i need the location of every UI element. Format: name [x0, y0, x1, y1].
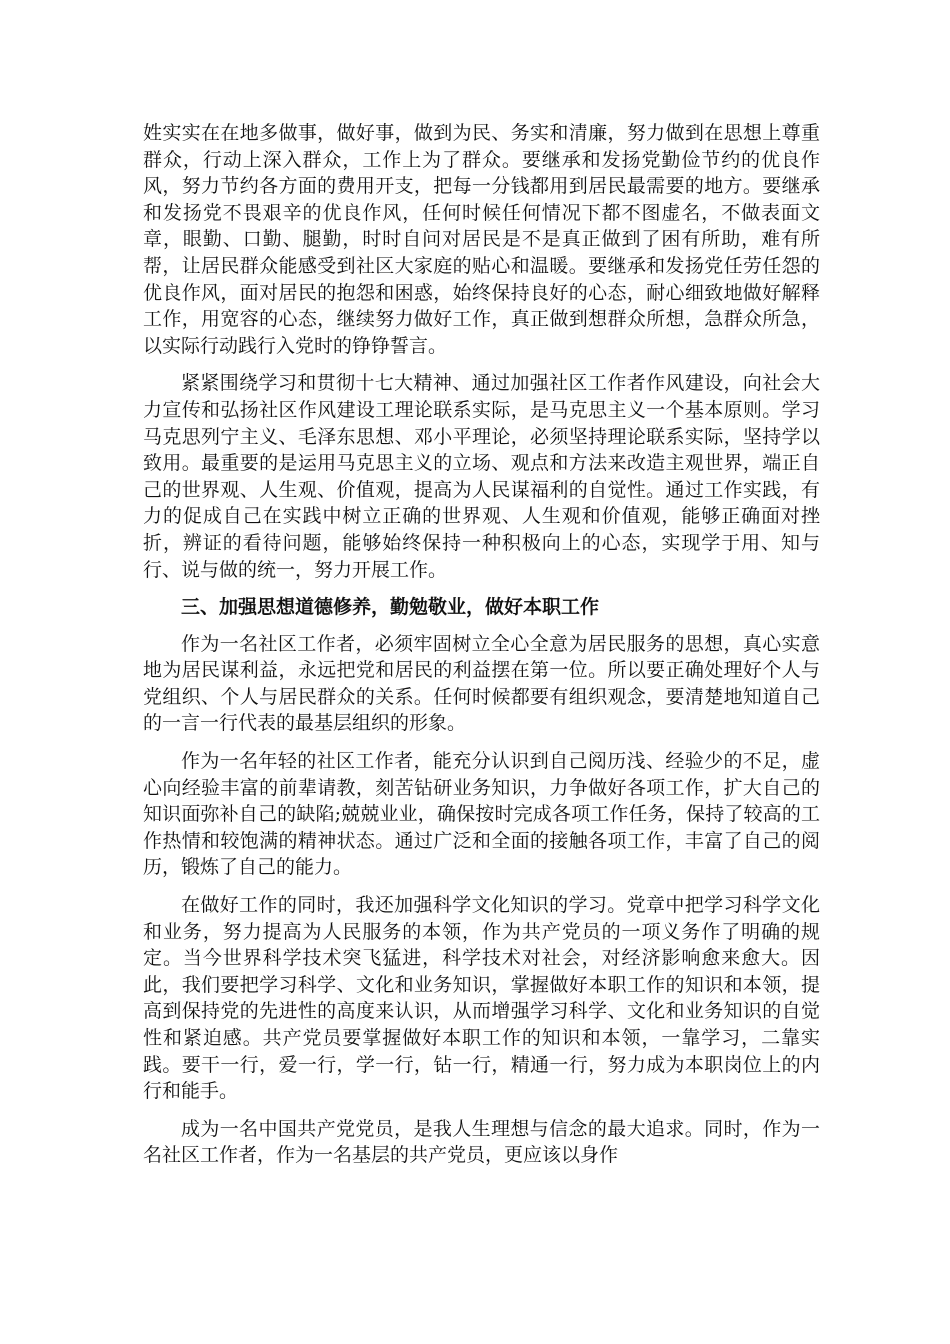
paragraph-party-member: 成为一名中国共产党党员，是我人生理想与信念的最大追求。同时，作为一名社区工作者，作为一名基层的共产党员，更应该以身作 [143, 1117, 820, 1167]
paragraph-learning: 在做好工作的同时，我还加强科学文化知识的学习。党章中把学习科学文化和业务，努力提高为人民服务的本领，作为共产党员的一项义务作了明确的规定。当今世界科学技术突飞猛进，科学技术对社会，对经济影响愈来愈大。因此，我们要把学习科学、文化和业务知识，掌握做好本职工作的知识和本领，提高到保持党的先进性的高度来认识，从而增强学习科学、文化和业务知识的自觉性和紧迫感。共产党员要掌握做好本职工作的知识和本领，一靠学习，二靠实践。要干一行，爱一行，学一行，钻一行，精通一行，努力成为本职岗位上的内行和能手。 [143, 894, 820, 1103]
paragraph-continued: 姓实实在在地多做事，做好事，做到为民、务实和清廉，努力做到在思想上尊重群众，行动上深入群众，工作上为了群众。要继承和发扬党勤俭节约的优良作风，努力节约各方面的费用开支，把每一分钱都用到居民最需要的地方。要继承和发扬党不畏艰辛的优良作风，任何时候任何情况下都不图虚名，不做表面文章，眼勤、口勤、腿勤，时时自问对居民是不是真正做到了困有所助，难有所帮，让居民群众能感受到社区大家庭的贴心和温暖。要继承和发扬党任劳任怨的优良作风，面对居民的抱怨和困惑，始终保持良好的心态，耐心细致地做好解释工作，用宽容的心态，继续努力做好工作，真正做到想群众所想，急群众所急，以实际行动践行入党时的铮铮誓言。 [143, 122, 820, 357]
section-heading: 三、加强思想道德修养，勤勉敬业，做好本职工作 [181, 596, 600, 619]
paragraph-theory-practice: 紧紧围绕学习和贯彻十七大精神、通过加强社区工作者作风建设，向社会大力宣传和弘扬社区作风建设工理论联系实际，是马克思主义一个基本原则。学习马克思列宁主义、毛泽东思想、邓小平理论，必须坚持理论联系实际，坚持学以致用。最重要的是运用马克思主义的立场、观点和方法来改造主观世界，端正自己的世界观、人生观、价值观，提高为人民谋福利的自觉性。通过工作实践，有力的促成自己在实践中树立正确的世界观、人生观和价值观，能够正确面对挫折，辨证的看待问题，能够始终保持一种积极向上的心态，实现学于用、知与行、说与做的统一，努力开展工作。 [143, 372, 820, 581]
paragraph-young-worker: 作为一名年轻的社区工作者，能充分认识到自己阅历浅、经验少的不足，虚心向经验丰富的前辈请教，刻苦钻研业务知识，力争做好各项工作，扩大自己的知识面弥补自己的缺陷;兢兢业业，确保按时完成各项工作任务，保持了较高的工作热情和较饱满的精神状态。通过广泛和全面的接触各项工作，丰富了自己的阅历，锻炼了自己的能力。 [143, 750, 820, 879]
paragraph-service-mindset: 作为一名社区工作者，必须牢固树立全心全意为居民服务的思想，真心实意地为居民谋利益，永远把党和居民的利益摆在第一位。所以要正确处理好个人与党组织、个人与居民群众的关系。任何时候都要有组织观念，要清楚地知道自己的一言一行代表的最基层组织的形象。 [143, 632, 820, 735]
document-body [143, 120, 820, 1180]
